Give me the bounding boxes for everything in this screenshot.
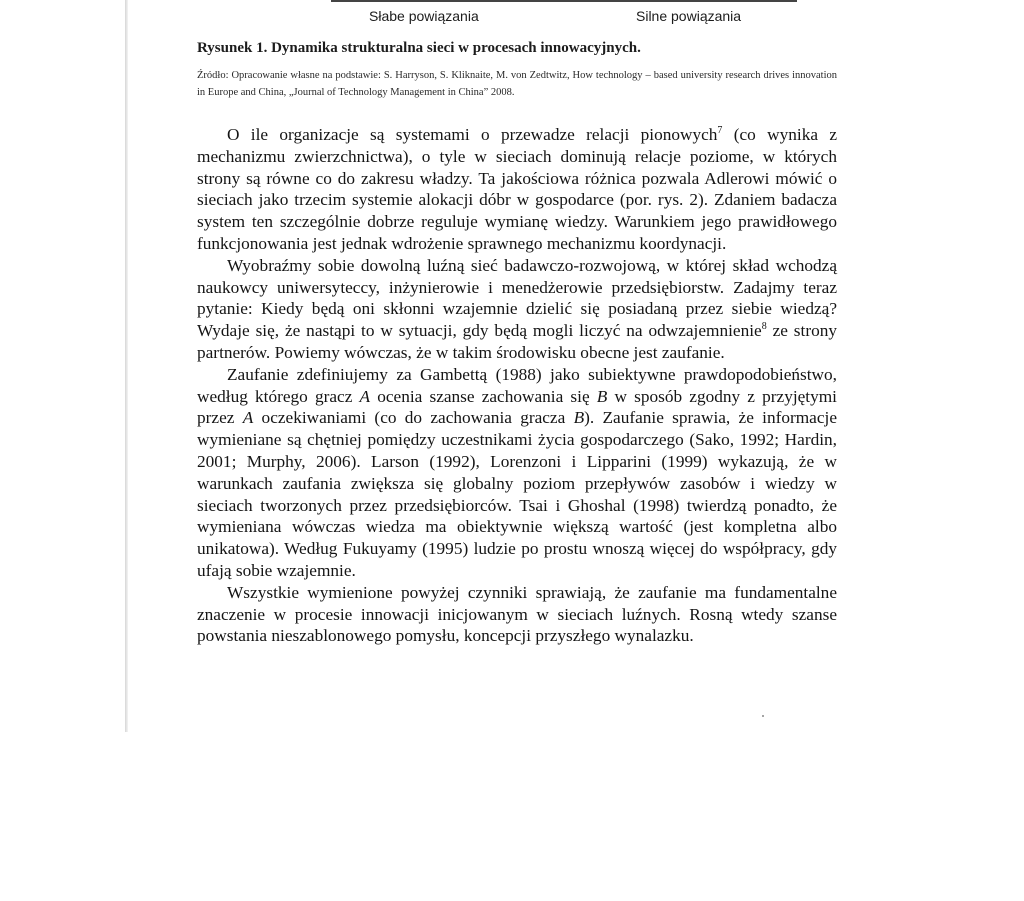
player-a-symbol: A <box>359 386 371 406</box>
figure-axis-label-strong-ties: Silne powiązania <box>636 8 742 24</box>
paragraph-3-text-a: Zaufanie zdefiniujemy za Gambettą (1988) jako subiektywne prawdopodobieństwo, według którego gracz <box>197 364 837 406</box>
paragraph-4-text-a: Wszystkie wymienione powyżej czynniki sprawiają, że zaufanie ma fundamentalne znaczenie w procesie innowacji inicjowanym w sieciach luźnych. Rosną wtedy szanse powstania nieszablonowego pomysłu, koncepcji przyszłego wynalazku. <box>197 582 837 646</box>
scan-speck <box>762 715 764 717</box>
source-text: Opracowanie własne na podstawie: S. Harryson, S. Kliknaite, M. von Zedtwitz, How technology – based university research drives innovation in Europe and China, „Journal of Technology Management in China” 2008. <box>197 70 838 98</box>
page-binding-shadow <box>125 0 128 732</box>
figure-caption: Rysunek 1. Dynamika strukturalna sieci w procesach innowacyjnych. <box>197 40 641 56</box>
paragraph-1 <box>197 124 837 255</box>
footnote-ref-8: 8 <box>761 321 767 333</box>
paragraph-3-text-e: ). Zaufanie sprawia, że informacje wymieniane są chętniej pomiędzy uczestnikami życia gospodarczego (Sako, 1992; Hardin, 2001; Murphy, 2006). Larson (1992), Lorenzoni i Lipparini (1999) wykazują, że w warunkach zaufania zwiększa się globalny poziom przepływów zasobów i wiedzy w sieciach tworzonych przez przedsiębiorców. Tsai i Ghoshal (1998) twierdzą ponadto, że wymieniana wówczas wiedza ma obiektywnie większą wartość (jest kompletna albo unikatowa). Według Fukuyamy (1995) ludzie po prostu wnoszą więcej do współpracy, gdy ufają sobie wzajemnie. <box>197 408 837 580</box>
paragraph-1-text-b: (co wynika z mechanizmu zwierzchnictwa), o tyle w sieciach dominują relacje poziome, w których strony są równe co do zakresu władzy. Ta jakościowa różnica pozwala Adlerowi mówić o sieciach jako trzecim systemie alokacji dóbr w gospodarce (por. rys. 2). Zdaniem badacza system ten szczególnie dobrze reguluje wymianę wiedzy. Warunkiem jego prawidłowego funkcjonowania jest jednak wdrożenie sprawnego mechanizmu koordynacji. <box>197 125 837 253</box>
paragraph-4 <box>197 582 837 647</box>
player-b-symbol: B <box>596 386 608 406</box>
paragraph-1-text-a: O ile organizacje są systemami o przewadze relacji pionowych <box>227 125 718 144</box>
paragraph-3-text-d: oczekiwaniami (co do zachowania gracza <box>253 408 574 428</box>
player-b-symbol: B <box>573 408 585 428</box>
article-body <box>197 124 837 647</box>
paragraph-2-text-b: ze strony partnerów. Powiemy wówczas, że w takim środowisku obecne jest zaufanie. <box>197 321 838 362</box>
paragraph-2 <box>197 255 837 364</box>
player-a-symbol: A <box>242 408 254 428</box>
figure-bottom-rule <box>331 0 797 2</box>
source-label: Źródło: <box>197 70 229 81</box>
paragraph-3-text-c: w sposób zgodny z przyjętymi przez <box>197 386 837 428</box>
figure-axis-label-weak-ties: Słabe powiązania <box>369 8 479 24</box>
footnote-ref-7: 7 <box>717 125 723 137</box>
figure-source-note <box>197 67 837 101</box>
paragraph-3 <box>197 364 837 582</box>
paragraph-2-text-a: Wyobraźmy sobie dowolną luźną sieć badawczo-rozwojową, w której skład wchodzą naukowcy uniwersyteccy, inżynierowie i menedżerowie przedsiębiorstw. Zadajmy teraz pytanie: Kiedy będą oni skłonni wzajemnie dzielić się posiadaną przez siebie wiedzą? Wydaje się, że nastąpi to w sytuacji, gdy będą mogli liczyć na odwzajemnienie <box>197 255 837 341</box>
paragraph-3-text-b: ocenia szanse zachowania się <box>370 386 597 406</box>
